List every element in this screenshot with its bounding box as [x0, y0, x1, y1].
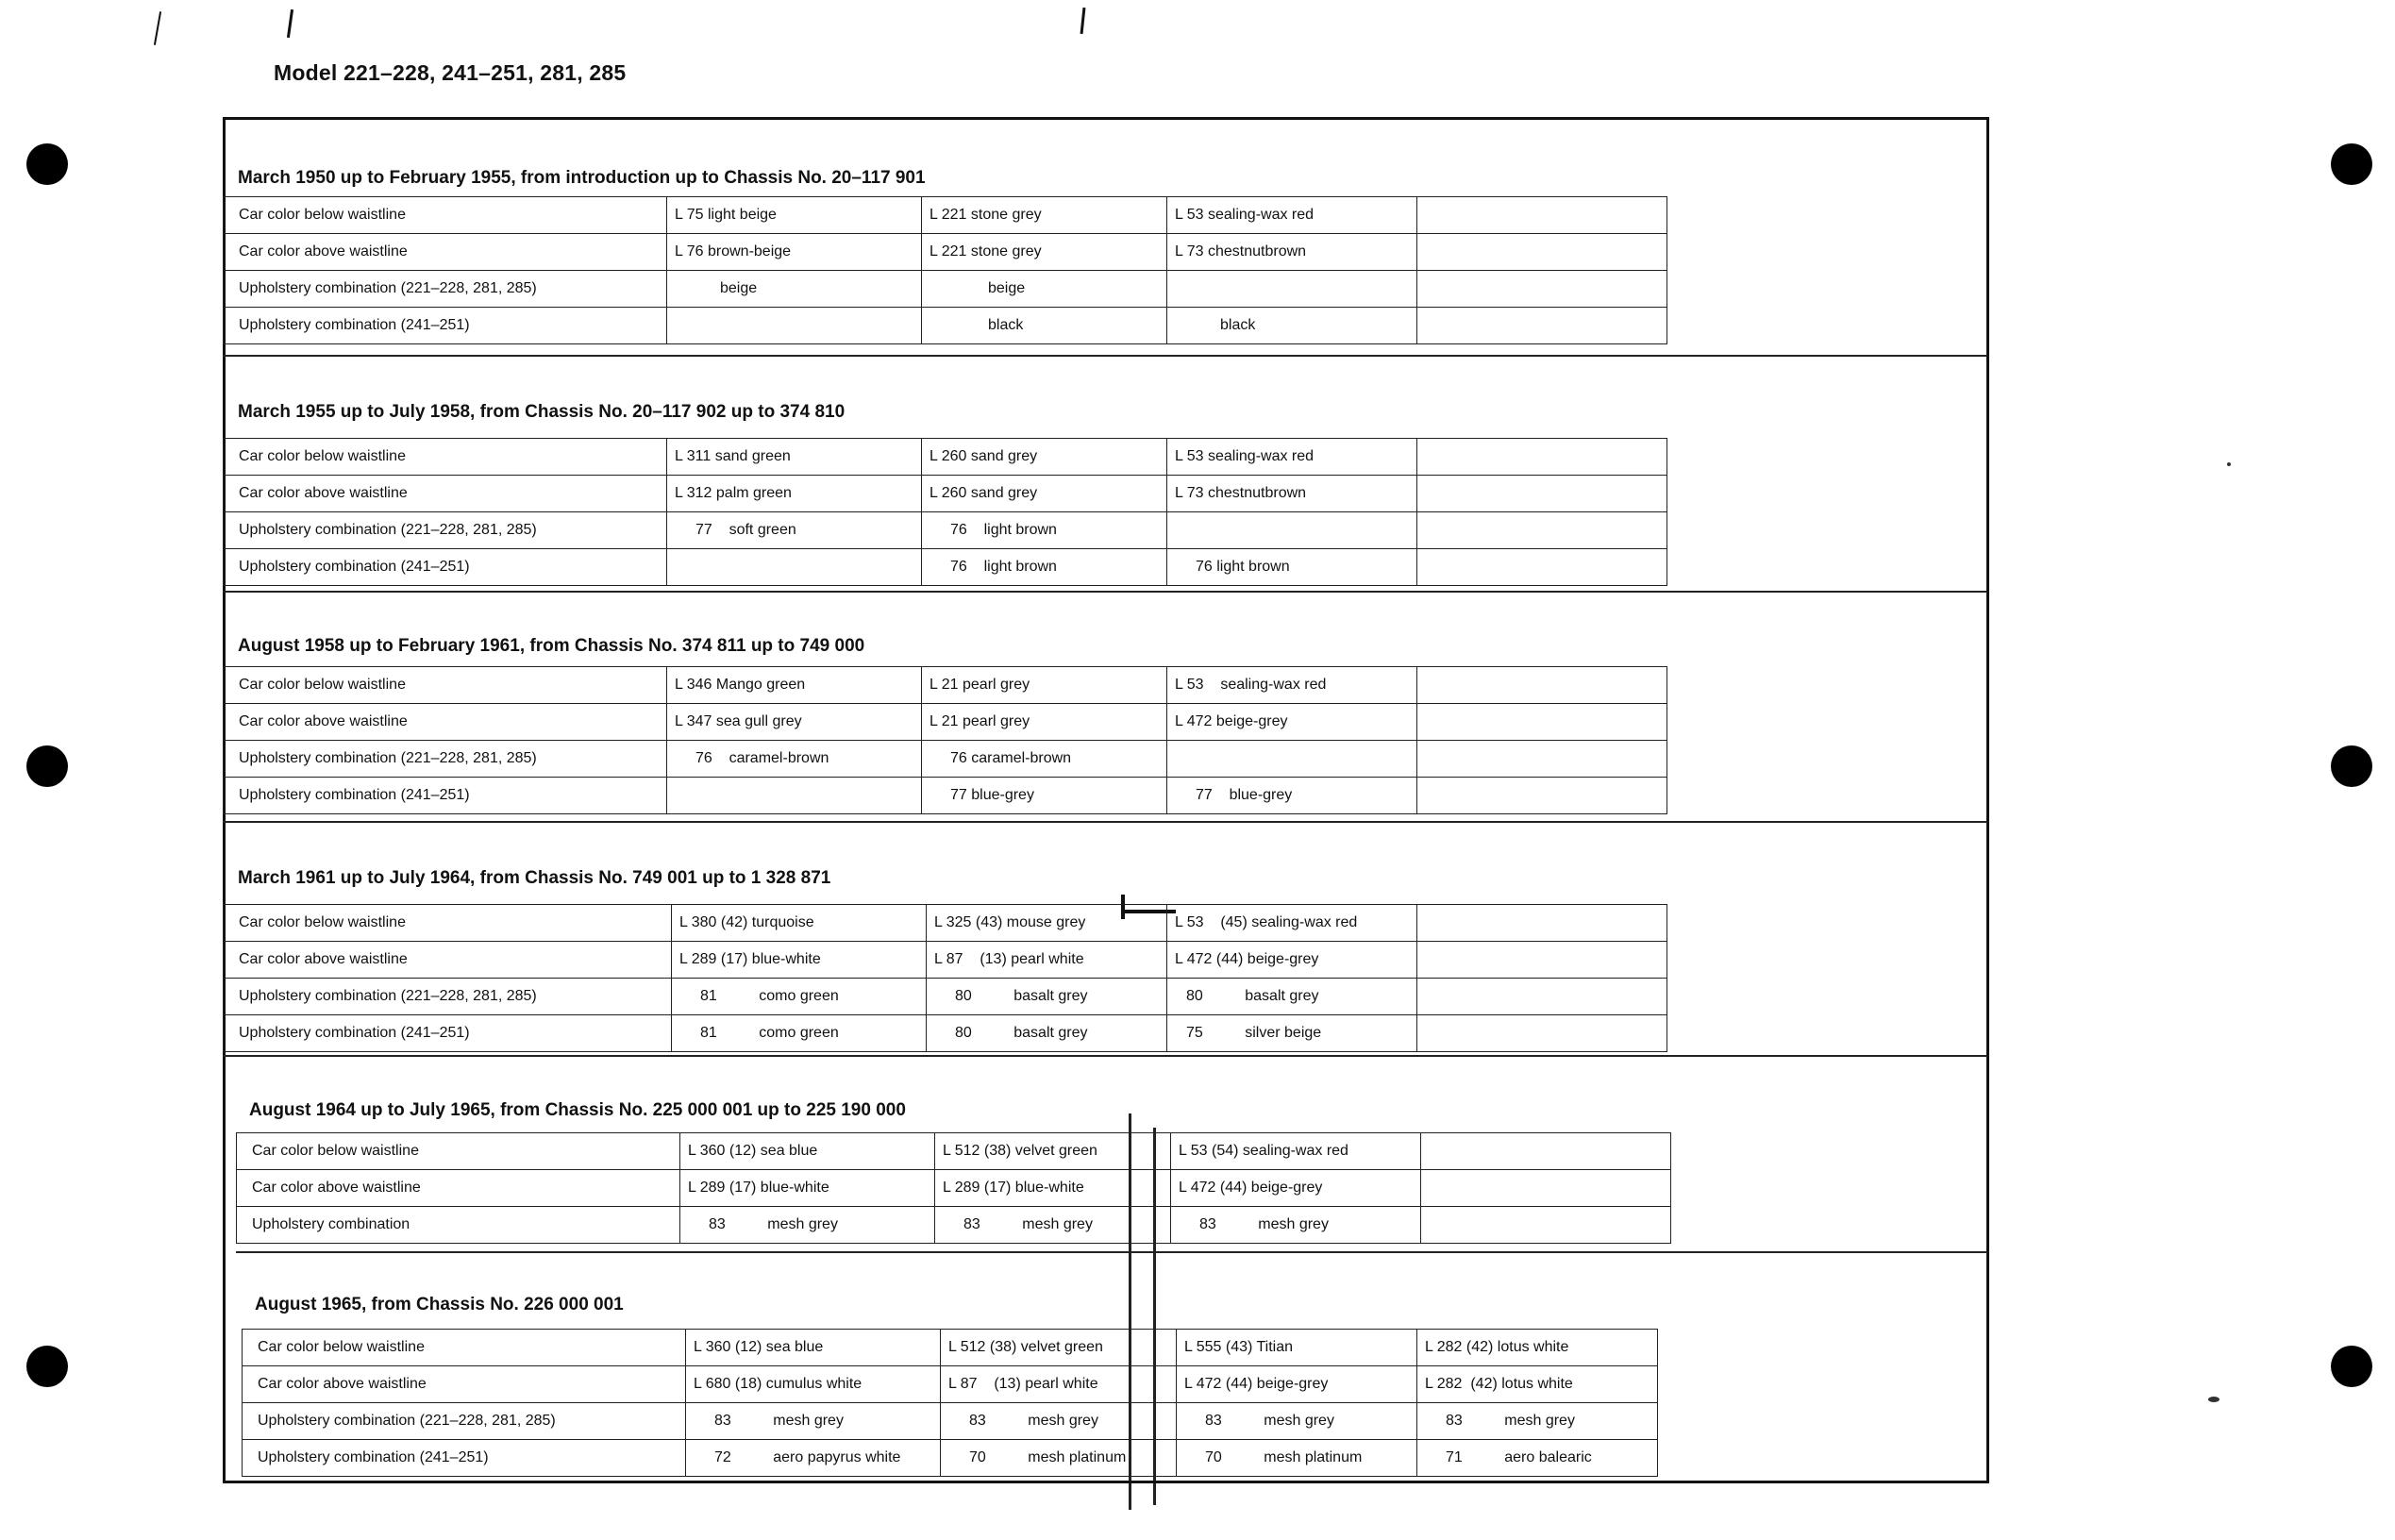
table-cell: 83 mesh grey	[1171, 1207, 1421, 1244]
table-cell	[667, 549, 922, 586]
table-cell: 75 silver beige	[1167, 1015, 1417, 1052]
binder-hole-left-3	[26, 1346, 68, 1387]
table-row	[237, 1207, 1671, 1244]
table-cell	[1417, 476, 1667, 512]
table-cell: 72 aero papyrus white	[686, 1440, 941, 1477]
table-cell: L 360 (12) sea blue	[680, 1133, 935, 1170]
table-row	[224, 979, 1667, 1015]
period-section	[223, 402, 1987, 628]
row-label: Upholstery combination (221–228, 281, 285)	[224, 741, 667, 778]
table-cell	[1417, 197, 1667, 234]
table-row	[243, 1330, 1658, 1366]
table-cell: L 282 (42) lotus white	[1417, 1366, 1658, 1403]
binder-hole-left-1	[26, 143, 68, 185]
scan-mark	[154, 11, 161, 45]
row-label: Car color above waistline	[243, 1366, 686, 1403]
table-row	[224, 1015, 1667, 1052]
table-cell: L 312 palm green	[667, 476, 922, 512]
table-cell	[1417, 512, 1667, 549]
color-table	[223, 904, 1667, 1052]
table-cell	[667, 778, 922, 814]
table-cell	[1167, 271, 1417, 308]
section-title: March 1955 up to July 1958, from Chassis No. 20–117 902 up to 374 810	[238, 402, 846, 422]
table-cell	[1417, 704, 1667, 741]
table-cell	[667, 308, 922, 344]
row-label: Car color below waistline	[224, 667, 667, 704]
section-title: August 1964 up to July 1965, from Chassis No. 225 000 001 up to 225 190 000	[249, 1100, 906, 1120]
table-cell: L 360 (12) sea blue	[686, 1330, 941, 1366]
section-title: August 1965, from Chassis No. 226 000 001	[255, 1295, 624, 1314]
table-row	[224, 549, 1667, 586]
section-divider	[223, 591, 1987, 593]
table-cell	[1417, 667, 1667, 704]
table-cell: L 221 stone grey	[922, 234, 1167, 271]
table-cell: L 325 (43) mouse grey	[927, 905, 1167, 942]
table-cell: black	[1167, 308, 1417, 344]
table-cell: L 347 sea gull grey	[667, 704, 922, 741]
table-cell: L 472 (44) beige-grey	[1177, 1366, 1417, 1403]
table-cell: L 53 (54) sealing-wax red	[1171, 1133, 1421, 1170]
table-row	[243, 1403, 1658, 1440]
table-cell	[1167, 741, 1417, 778]
color-table	[236, 1132, 1671, 1244]
table-row	[224, 512, 1667, 549]
table-row	[224, 271, 1667, 308]
color-table	[223, 196, 1667, 344]
row-label: Car color above waistline	[224, 234, 667, 271]
table-cell: 70 mesh platinum	[1177, 1440, 1417, 1477]
row-label: Upholstery combination (221–228, 281, 285)	[224, 512, 667, 549]
period-section	[223, 1100, 1987, 1289]
table-cell: L 73 chestnutbrown	[1167, 476, 1417, 512]
section-divider	[236, 1251, 1987, 1253]
table-cell: 77 blue-grey	[1167, 778, 1417, 814]
table-cell: L 680 (18) cumulus white	[686, 1366, 941, 1403]
row-label: Upholstery combination (221–228, 281, 285)	[243, 1403, 686, 1440]
table-cell: L 282 (42) lotus white	[1417, 1330, 1658, 1366]
table-cell	[1417, 741, 1667, 778]
table-cell	[1417, 549, 1667, 586]
table-cell	[1417, 1015, 1667, 1052]
table-cell: L 289 (17) blue-white	[935, 1170, 1171, 1207]
binder-hole-left-2	[26, 745, 68, 787]
section-title: March 1950 up to February 1955, from introduction up to Chassis No. 20–117 901	[238, 168, 926, 188]
period-section	[223, 868, 1987, 1095]
table-cell: L 53 (45) sealing-wax red	[1167, 905, 1417, 942]
table-cell: L 472 beige-grey	[1167, 704, 1417, 741]
table-cell: beige	[667, 271, 922, 308]
row-label: Car color below waistline	[237, 1133, 680, 1170]
table-cell: 76 caramel-brown	[667, 741, 922, 778]
table-cell: L 53 sealing-wax red	[1167, 197, 1417, 234]
table-cell: L 75 light beige	[667, 197, 922, 234]
table-row	[224, 308, 1667, 344]
table-cell: 83 mesh grey	[1417, 1403, 1658, 1440]
table-cell: 76 caramel-brown	[922, 741, 1167, 778]
table-cell: L 472 (44) beige-grey	[1171, 1170, 1421, 1207]
table-cell: 81 como green	[672, 1015, 927, 1052]
table-cell	[1417, 979, 1667, 1015]
table-cell: 83 mesh grey	[680, 1207, 935, 1244]
table-cell: L 260 sand grey	[922, 439, 1167, 476]
table-cell	[1417, 439, 1667, 476]
table-row	[224, 704, 1667, 741]
table-cell: L 555 (43) Titian	[1177, 1330, 1417, 1366]
table-row	[224, 905, 1667, 942]
table-cell: L 53 sealing-wax red	[1167, 667, 1417, 704]
table-row	[237, 1170, 1671, 1207]
table-cell: 80 basalt grey	[927, 979, 1167, 1015]
section-title: August 1958 up to February 1961, from Chassis No. 374 811 up to 749 000	[238, 636, 865, 656]
table-cell: L 346 Mango green	[667, 667, 922, 704]
page-title: Model 221–228, 241–251, 281, 285	[274, 60, 627, 85]
scan-mark	[287, 9, 293, 38]
table-cell: 76 light brown	[1167, 549, 1417, 586]
table-cell: 77 blue-grey	[922, 778, 1167, 814]
table-row	[224, 476, 1667, 512]
color-table	[242, 1329, 1658, 1477]
row-label: Upholstery combination (241–251)	[224, 549, 667, 586]
table-cell: black	[922, 308, 1167, 344]
row-label: Car color above waistline	[224, 704, 667, 741]
table-cell: L 380 (42) turquoise	[672, 905, 927, 942]
section-divider	[223, 821, 1987, 823]
table-cell: L 87 (13) pearl white	[927, 942, 1167, 979]
table-cell: L 21 pearl grey	[922, 667, 1167, 704]
table-row	[237, 1133, 1671, 1170]
table-cell: L 512 (38) velvet green	[941, 1330, 1177, 1366]
row-label: Car color below waistline	[224, 439, 667, 476]
row-label: Car color below waistline	[224, 197, 667, 234]
table-row	[224, 942, 1667, 979]
table-cell: 83 mesh grey	[686, 1403, 941, 1440]
table-cell: L 21 pearl grey	[922, 704, 1167, 741]
table-cell: L 221 stone grey	[922, 197, 1167, 234]
color-table	[223, 438, 1667, 586]
color-table	[223, 666, 1667, 814]
table-cell: 70 mesh platinum	[941, 1440, 1177, 1477]
table-cell: L 260 sand grey	[922, 476, 1167, 512]
table-cell: L 472 (44) beige-grey	[1167, 942, 1417, 979]
section-title: March 1961 up to July 1964, from Chassis No. 749 001 up to 1 328 871	[238, 868, 831, 888]
table-cell: L 311 sand green	[667, 439, 922, 476]
row-label: Upholstery combination	[237, 1207, 680, 1244]
table-cell	[1417, 234, 1667, 271]
table-cell: L 76 brown-beige	[667, 234, 922, 271]
row-label: Upholstery combination (221–228, 281, 285)	[224, 979, 672, 1015]
table-cell: 77 soft green	[667, 512, 922, 549]
table-row	[243, 1366, 1658, 1403]
section-divider	[223, 1055, 1987, 1057]
row-label: Car color above waistline	[224, 942, 672, 979]
table-cell: L 289 (17) blue-white	[680, 1170, 935, 1207]
table-row	[224, 439, 1667, 476]
table-cell: 76 light brown	[922, 512, 1167, 549]
row-label: Car color above waistline	[237, 1170, 680, 1207]
scan-speck	[2208, 1397, 2219, 1402]
row-label: Car color below waistline	[243, 1330, 686, 1366]
table-cell: beige	[922, 271, 1167, 308]
table-cell: L 289 (17) blue-white	[672, 942, 927, 979]
table-cell: 83 mesh grey	[1177, 1403, 1417, 1440]
period-section	[223, 1295, 1987, 1483]
table-cell: 83 mesh grey	[941, 1403, 1177, 1440]
table-cell: 80 basalt grey	[927, 1015, 1167, 1052]
scan-speck	[2227, 462, 2231, 466]
row-label: Upholstery combination (241–251)	[224, 778, 667, 814]
table-row	[224, 197, 1667, 234]
table-cell	[1417, 942, 1667, 979]
table-cell: 71 aero balearic	[1417, 1440, 1658, 1477]
table-row	[224, 778, 1667, 814]
table-cell	[1167, 512, 1417, 549]
table-cell: 83 mesh grey	[935, 1207, 1171, 1244]
period-section	[223, 636, 1987, 862]
table-cell	[1417, 905, 1667, 942]
row-label: Car color above waistline	[224, 476, 667, 512]
table-cell	[1421, 1170, 1671, 1207]
table-cell: L 73 chestnutbrown	[1167, 234, 1417, 271]
table-cell: L 512 (38) velvet green	[935, 1133, 1171, 1170]
row-label: Upholstery combination (221–228, 281, 285)	[224, 271, 667, 308]
table-cell: L 87 (13) pearl white	[941, 1366, 1177, 1403]
table-cell: L 53 sealing-wax red	[1167, 439, 1417, 476]
table-cell	[1417, 271, 1667, 308]
row-label: Car color below waistline	[224, 905, 672, 942]
table-cell: 76 light brown	[922, 549, 1167, 586]
row-label: Upholstery combination (241–251)	[224, 308, 667, 344]
row-label: Upholstery combination (241–251)	[243, 1440, 686, 1477]
section-divider	[223, 355, 1987, 357]
row-label: Upholstery combination (241–251)	[224, 1015, 672, 1052]
table-cell	[1417, 778, 1667, 814]
table-cell	[1421, 1133, 1671, 1170]
table-row	[224, 667, 1667, 704]
period-section	[223, 168, 1987, 394]
binder-hole-right-1	[2331, 143, 2372, 185]
table-row	[224, 741, 1667, 778]
table-cell	[1417, 308, 1667, 344]
table-cell: 81 como green	[672, 979, 927, 1015]
scan-mark	[1080, 8, 1086, 34]
table-row	[224, 234, 1667, 271]
binder-hole-right-3	[2331, 1346, 2372, 1387]
table-cell	[1421, 1207, 1671, 1244]
table-row	[243, 1440, 1658, 1477]
table-cell: 80 basalt grey	[1167, 979, 1417, 1015]
binder-hole-right-2	[2331, 745, 2372, 787]
